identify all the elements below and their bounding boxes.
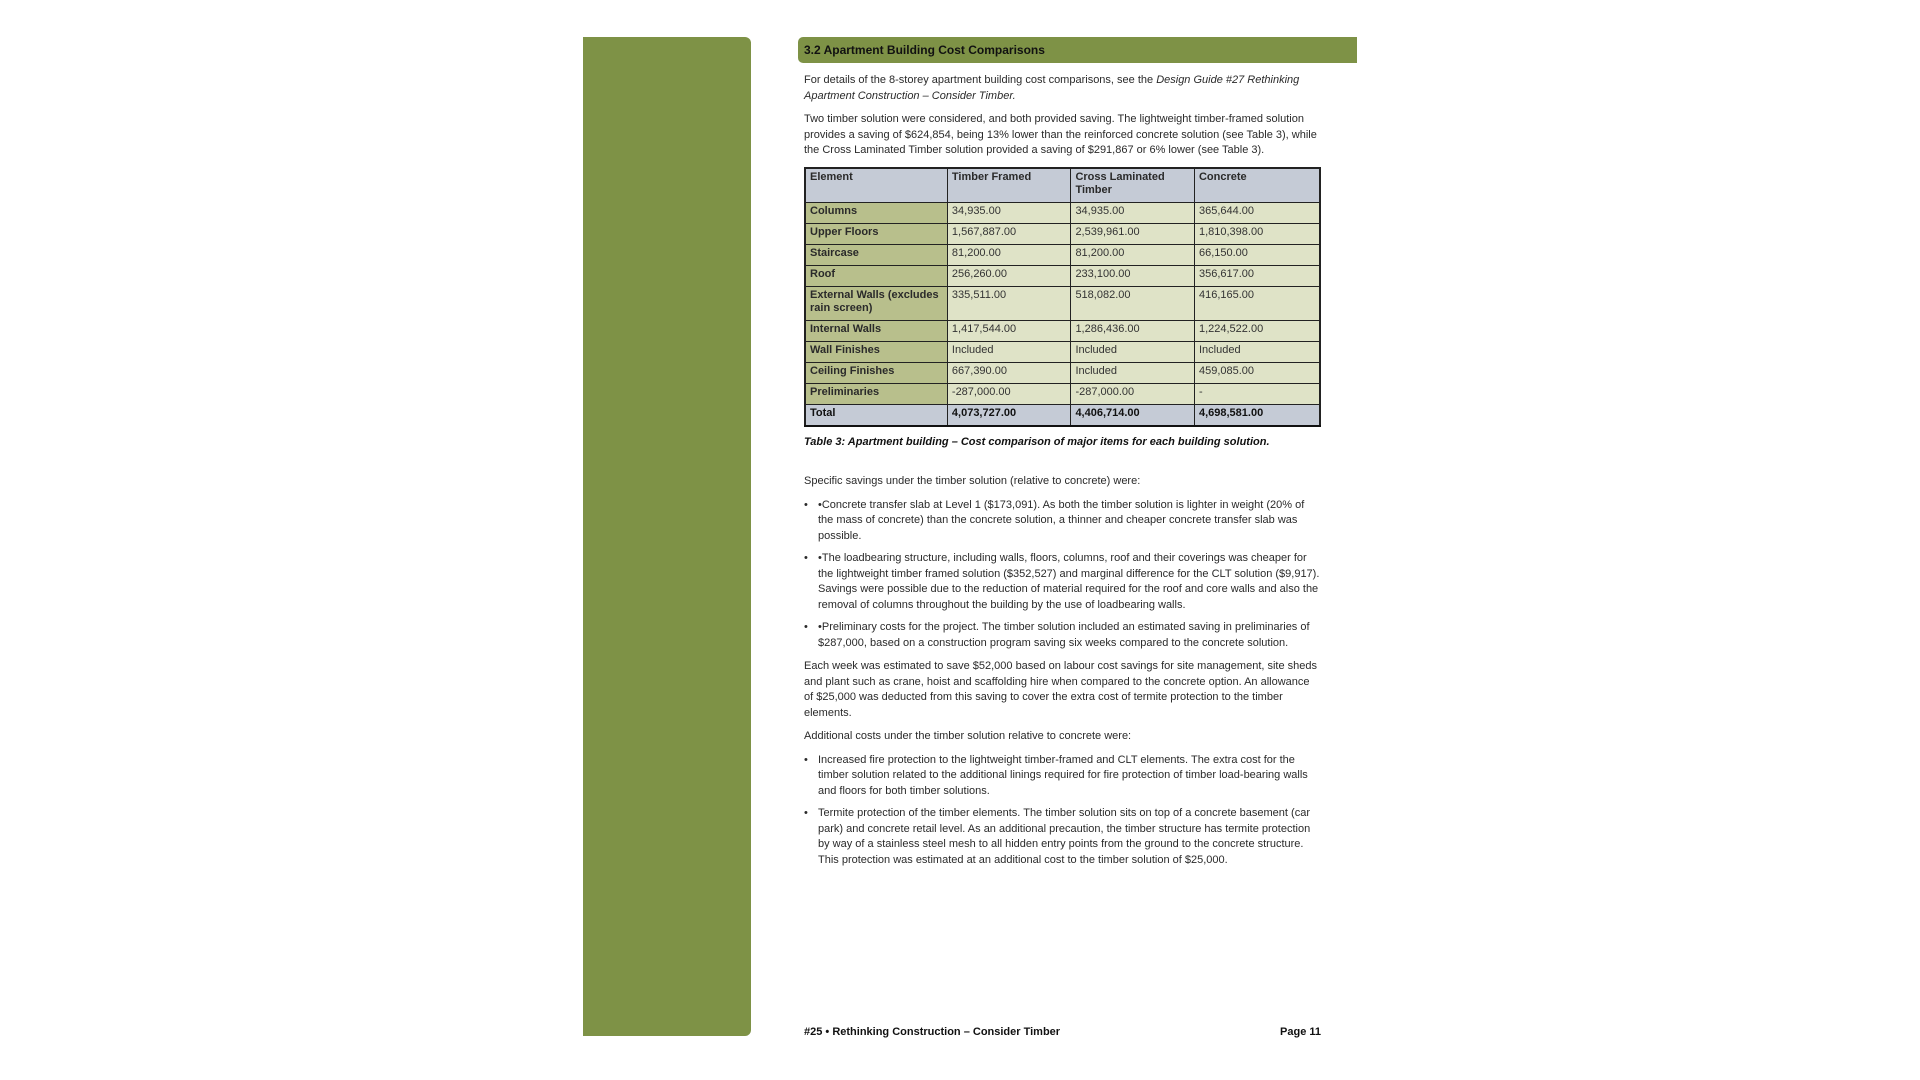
list-item-text: Termite protection of the timber elements. The timber solution sits on top of a concrete basement (car park) and concrete retail level. As an additional precaution, the timber structure has termite protection by way of a stainless steel mesh to all hidden entry points from the ground to the concrete structure. This protection was estimated at an additional cost to the timber solution of $25,000. bbox=[818, 807, 1311, 866]
cell-clt: 34,935.00 bbox=[1071, 202, 1195, 223]
cell-timber-framed: 256,260.00 bbox=[947, 265, 1071, 286]
row-label: Staircase bbox=[805, 244, 947, 265]
intro-text: For details of the 8-storey apartment building cost comparisons, see the bbox=[804, 74, 1157, 86]
list-item bbox=[804, 753, 1321, 800]
intro-paragraph-1 bbox=[804, 73, 1321, 104]
intro-paragraph-2: Two timber solution were considered, and both provided saving. The lightweight timber-framed solution provides a saving of $624,854, being 13% lower than the reinforced concrete solution (see Table 3), while the Cross Laminated Timber solution provided a saving of $291,867 or 6% lower (see Table 3). bbox=[804, 113, 1317, 156]
row-label: External Walls (excludes rain screen) bbox=[805, 286, 947, 320]
table-row bbox=[805, 244, 1320, 265]
weekly-savings-paragraph: Each week was estimated to save $52,000 based on labour cost savings for site management, site sheds and plant such as crane, hoist and scaffolding hire when compared to the concrete option. An allowance of $25,000 was deducted from this saving to cover the extra cost of termite protection to the timber elements. bbox=[804, 660, 1318, 719]
table-row bbox=[805, 223, 1320, 244]
header-timber-framed: Timber Framed bbox=[947, 168, 1071, 203]
cell-concrete: 416,165.00 bbox=[1194, 286, 1320, 320]
cell-concrete: 365,644.00 bbox=[1194, 202, 1320, 223]
table-row bbox=[805, 383, 1320, 404]
table-total-row bbox=[805, 404, 1320, 426]
cell-timber-framed: 1,417,544.00 bbox=[947, 320, 1071, 341]
row-label: Columns bbox=[805, 202, 947, 223]
table-row bbox=[805, 341, 1320, 362]
row-label: Preliminaries bbox=[805, 383, 947, 404]
cell-concrete: Included bbox=[1194, 341, 1320, 362]
cell-clt: 2,539,961.00 bbox=[1071, 223, 1195, 244]
cell-clt: 1,286,436.00 bbox=[1071, 320, 1195, 341]
row-label: Roof bbox=[805, 265, 947, 286]
total-clt: 4,406,714.00 bbox=[1071, 404, 1195, 426]
savings-list bbox=[804, 498, 1321, 652]
list-item bbox=[804, 551, 1321, 613]
cell-concrete: 1,224,522.00 bbox=[1194, 320, 1320, 341]
row-label: Ceiling Finishes bbox=[805, 362, 947, 383]
additional-costs-list bbox=[804, 753, 1321, 869]
list-item-text: •Preliminary costs for the project. The timber solution included an estimated saving in preliminaries of $287,000, based on a construction program saving six weeks compared to the concrete solution. bbox=[818, 621, 1310, 649]
header-element: Element bbox=[805, 168, 947, 203]
cell-concrete: 459,085.00 bbox=[1194, 362, 1320, 383]
total-timber-framed: 4,073,727.00 bbox=[947, 404, 1071, 426]
list-item-text: Increased fire protection to the lightweight timber-framed and CLT elements. The extra cost for the timber solution related to the additional linings required for fire protection of timber load-bearing walls and floors for both timber solutions. bbox=[818, 753, 1308, 797]
cell-concrete: - bbox=[1194, 383, 1320, 404]
table-row bbox=[805, 286, 1320, 320]
header-clt: Cross Laminated Timber bbox=[1071, 168, 1195, 203]
cell-clt: 233,100.00 bbox=[1071, 265, 1195, 286]
cell-concrete: 356,617.00 bbox=[1194, 265, 1320, 286]
cell-clt: -287,000.00 bbox=[1071, 383, 1195, 404]
design-guide-reference: Design Guide #27 Rethinking Apartment Construction – Consider Timber. bbox=[804, 74, 1300, 102]
table-row bbox=[805, 265, 1320, 286]
list-item-text: •The loadbearing structure, including walls, floors, columns, roof and their coverings was cheaper for the lightweight timber framed solution ($352,527) and marginal difference for the CLT solution ($9,917). Savings were possible due to the reduction of material required for the roof and core walls and also the removal of columns throughout the building by the use of loadbearing walls. bbox=[818, 552, 1320, 611]
total-concrete: 4,698,581.00 bbox=[1194, 404, 1320, 426]
bullet-marker: • bbox=[804, 498, 808, 511]
cell-clt: Included bbox=[1071, 362, 1195, 383]
cell-timber-framed: 81,200.00 bbox=[947, 244, 1071, 265]
body-text bbox=[804, 73, 1321, 876]
cell-concrete: 66,150.00 bbox=[1194, 244, 1320, 265]
table-row bbox=[805, 320, 1320, 341]
section-title: 3.2 Apartment Building Cost Comparisons bbox=[804, 43, 1045, 57]
table-header-row bbox=[805, 168, 1320, 203]
row-label: Wall Finishes bbox=[805, 341, 947, 362]
cell-timber-framed: 335,511.00 bbox=[947, 286, 1071, 320]
table-row bbox=[805, 362, 1320, 383]
footer-publication-title: #25 • Rethinking Construction – Consider Timber bbox=[804, 1026, 1061, 1038]
header-concrete: Concrete bbox=[1194, 168, 1320, 203]
cell-timber-framed: 34,935.00 bbox=[947, 202, 1071, 223]
cell-timber-framed: -287,000.00 bbox=[947, 383, 1071, 404]
bullet-marker: • bbox=[804, 807, 808, 819]
cost-comparison-table bbox=[804, 167, 1321, 427]
total-label: Total bbox=[805, 404, 947, 426]
cell-timber-framed: 667,390.00 bbox=[947, 362, 1071, 383]
bullet-marker: • bbox=[804, 552, 808, 564]
list-item bbox=[804, 620, 1321, 651]
row-label: Upper Floors bbox=[805, 223, 947, 244]
row-label: Internal Walls bbox=[805, 320, 947, 341]
footer-page-number: Page 11 bbox=[1280, 1026, 1321, 1038]
cell-clt: Included bbox=[1071, 341, 1195, 362]
cell-timber-framed: 1,567,887.00 bbox=[947, 223, 1071, 244]
bullet-marker: • bbox=[804, 753, 808, 766]
additional-costs-intro: Additional costs under the timber solution relative to concrete were: bbox=[804, 730, 1132, 742]
cell-clt: 81,200.00 bbox=[1071, 244, 1195, 265]
bullet-marker: • bbox=[804, 621, 808, 633]
cell-timber-framed: Included bbox=[947, 341, 1071, 362]
green-sidebar-panel bbox=[583, 37, 751, 1036]
cell-concrete: 1,810,398.00 bbox=[1194, 223, 1320, 244]
table-row bbox=[805, 202, 1320, 223]
cell-clt: 518,082.00 bbox=[1071, 286, 1195, 320]
list-item-text: •Concrete transfer slab at Level 1 ($173,091). As both the timber solution is lighter in weight (20% of the mass of concrete) than the concrete solution, a thinner and cheaper concrete transfer slab was possible. bbox=[818, 498, 1305, 542]
list-item bbox=[804, 498, 1321, 545]
savings-intro: Specific savings under the timber solution (relative to concrete) were: bbox=[804, 475, 1141, 487]
list-item bbox=[804, 806, 1321, 868]
table-caption: Table 3: Apartment building – Cost comparison of major items for each building solution. bbox=[804, 435, 1270, 448]
